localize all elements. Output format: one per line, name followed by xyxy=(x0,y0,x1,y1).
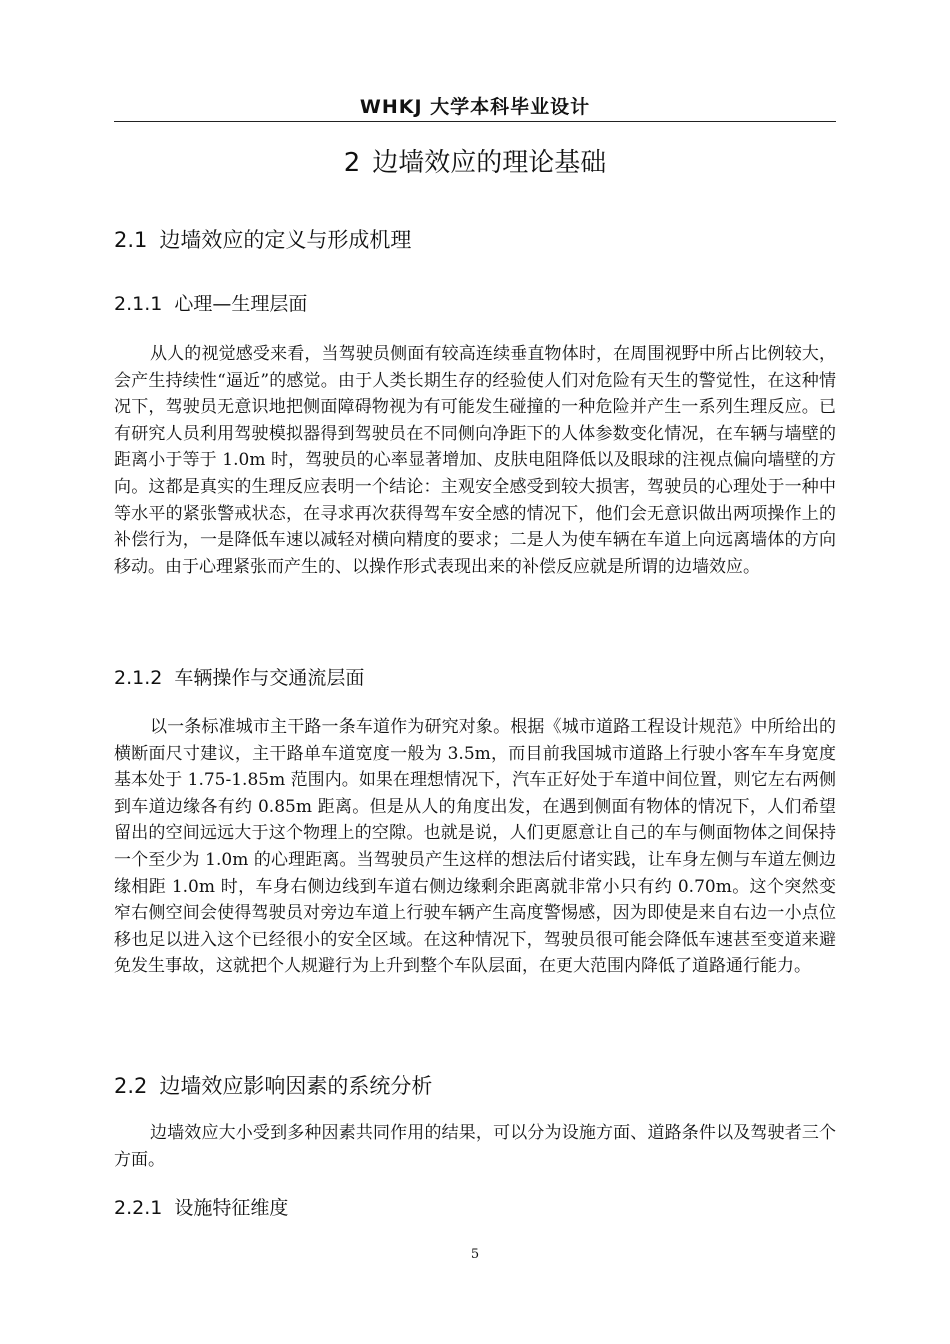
section-title: 车辆操作与交通流层面 xyxy=(174,667,365,689)
section-title: 边墙效应影响因素的系统分析 xyxy=(159,1074,433,1098)
section-heading-2-1 xyxy=(114,224,411,254)
section-title: 边墙效应的定义与形成机理 xyxy=(159,228,412,252)
section-title: 心理—生理层面 xyxy=(174,293,308,315)
paragraph-2-1-1: 从人的视觉感受来看，当驾驶员侧面有较高连续垂直物体时，在周围视野中所占比例较大，会产生持续性“逼近”的感觉。由于人类长期生存的经验使人们对危险有天生的警觉性，在这种情况下，驾驶员无意识地把侧面障碍物视为有可能发生碰撞的一种危险并产生一系列生理反应。已有研究人员利用驾驶模拟器得到驾驶员在不同侧向净距下的人体参数变化情况，在车辆与墙壁的距离小于等于 1.0m 时，驾驶员的心率显著增加、皮肤电阻降低以及眼球的注视点偏向墙壁的方向。这都是真实的生理反应表明一个结论：主观安全感受到较大损害，驾驶员的心理处于一种中等水平的紧张警戒状态，在寻求再次获得驾车安全感的情况下，他们会无意识做出两项操作上的补偿行为，一是降低车速以减轻对横向精度的要求；二是人为使车辆在车道上向远离墙体的方向移动。由于心理紧张而产生的、以操作形式表现出来的补偿反应就是所谓的边墙效应。 xyxy=(114,344,836,577)
paragraph-2-2: 边墙效应大小受到多种因素共同作用的结果，可以分为设施方面、道路条件以及驾驶者三个方面。 xyxy=(114,1123,836,1170)
page-number: 5 xyxy=(470,1247,480,1262)
section-number: 2.1.2 xyxy=(114,667,163,689)
section-title: 设施特征维度 xyxy=(174,1197,289,1219)
chapter-number: 2 xyxy=(343,148,361,178)
section-heading-2-2 xyxy=(114,1070,432,1100)
section-heading-2-1-1 xyxy=(114,289,307,316)
section-heading-2-1-2 xyxy=(114,663,364,690)
section-number: 2.2.1 xyxy=(114,1197,163,1219)
chapter-title xyxy=(114,142,836,179)
header-rule xyxy=(114,121,836,122)
running-header: WHKJ 大学本科毕业设计 xyxy=(359,96,591,118)
chapter-title-text: 边墙效应的理论基础 xyxy=(372,148,607,178)
section-number: 2.1.1 xyxy=(114,293,163,315)
section-heading-2-2-1 xyxy=(114,1193,288,1220)
section-number: 2.1 xyxy=(114,228,148,252)
section-number: 2.2 xyxy=(114,1074,148,1098)
paragraph-2-1-2: 以一条标准城市主干路一条车道作为研究对象。根据《城市道路工程设计规范》中所给出的横断面尺寸建议，主干路单车道宽度一般为 3.5m，而目前我国城市道路上行驶小客车车身宽度基本处于 1.75-1.85m 范围内。如果在理想情况下，汽车正好处于车道中间位置，则它左右两侧到车道边缘各有约 0.85m 距离。但是从人的角度出发，在遇到侧面有物体的情况下，人们希望留出的空间远远大于这个物理上的空隙。也就是说，人们更愿意让自己的车与侧面物体之间保持一个至少为 1.0m 的心理距离。当驾驶员产生这样的想法后付诸实践，让车身左侧与车道左侧边缘相距 1.0m 时，车身右侧边线到车道右侧边缘剩余距离就非常小只有约 0.70m。这个突然变窄右侧空间会使得驾驶员对旁边车道上行驶车辆产生高度警惕感，因为即使是来自右边一小点位移也足以进入这个已经很小的安全区域。在这种情况下，驾驶员很可能会降低车速甚至变道来避免发生事故，这就把个人规避行为上升到整个车队层面，在更大范围内降低了道路通行能力。 xyxy=(114,717,836,977)
